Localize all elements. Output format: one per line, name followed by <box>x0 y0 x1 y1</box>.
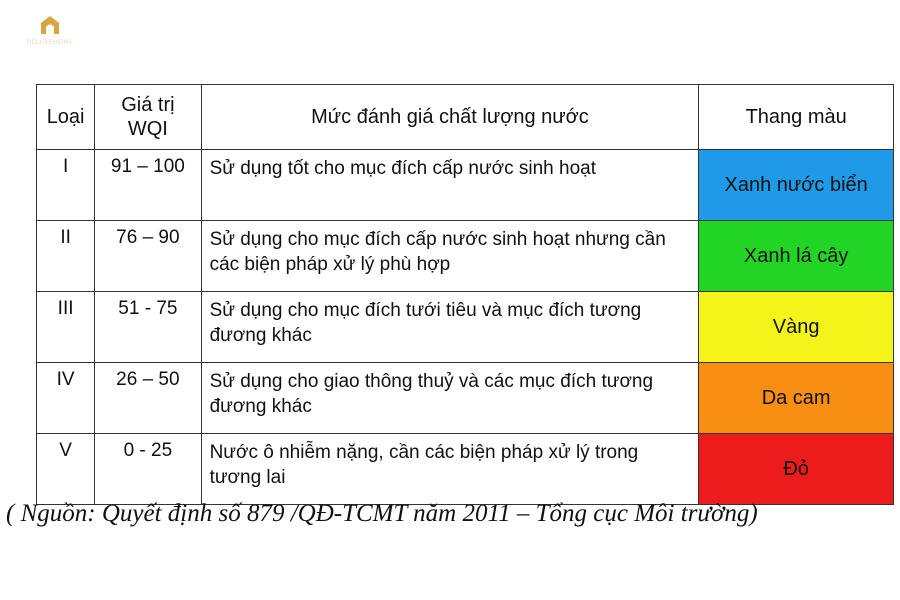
header-muc: Mức đánh giá chất lượng nước <box>201 85 699 150</box>
color-cell: Xanh lá cây <box>699 221 894 292</box>
table-row <box>37 363 894 434</box>
logo-text: DELUXEHOME <box>26 39 74 46</box>
cell-wqi: 0 - 25 <box>95 434 201 505</box>
table-row <box>37 150 894 221</box>
cell-muc: Sử dụng cho mục đích cấp nước sinh hoạt nhưng cần các biện pháp xử lý phù hợp <box>201 221 699 292</box>
cell-wqi: 76 – 90 <box>95 221 201 292</box>
table-row <box>37 221 894 292</box>
cell-muc: Sử dụng tốt cho mục đích cấp nước sinh hoạt <box>201 150 699 221</box>
house-logo-icon <box>39 14 61 36</box>
color-cell: Vàng <box>699 292 894 363</box>
cell-loai: IV <box>37 363 95 434</box>
color-cell: Xanh nước biển <box>699 150 894 221</box>
cell-wqi: 91 – 100 <box>95 150 201 221</box>
cell-loai: I <box>37 150 95 221</box>
table-row <box>37 292 894 363</box>
logo <box>14 14 86 46</box>
cell-loai: V <box>37 434 95 505</box>
header-thang: Thang màu <box>699 85 894 150</box>
cell-wqi: 51 - 75 <box>95 292 201 363</box>
cell-muc: Nước ô nhiễm nặng, cần các biện pháp xử lý trong tương lai <box>201 434 699 505</box>
header-wqi <box>95 85 201 150</box>
cell-loai: III <box>37 292 95 363</box>
color-cell: Đỏ <box>699 434 894 505</box>
water-quality-table <box>36 84 894 505</box>
cell-loai: II <box>37 221 95 292</box>
cell-muc: Sử dụng cho giao thông thuỷ và các mục đích tương đương khác <box>201 363 699 434</box>
header-wqi-label: Giá trị WQI <box>121 94 175 140</box>
cell-muc: Sử dụng cho mục đích tưới tiêu và mục đích tương đương khác <box>201 292 699 363</box>
color-cell: Da cam <box>699 363 894 434</box>
header-loai: Loại <box>37 85 95 150</box>
cell-wqi: 26 – 50 <box>95 363 201 434</box>
table-header-row <box>37 85 894 150</box>
source-caption: ( Nguồn: Quyết định số 879 /QĐ-TCMT năm 2011 – Tổng cục Môi trường) <box>6 500 758 527</box>
table-row <box>37 434 894 505</box>
